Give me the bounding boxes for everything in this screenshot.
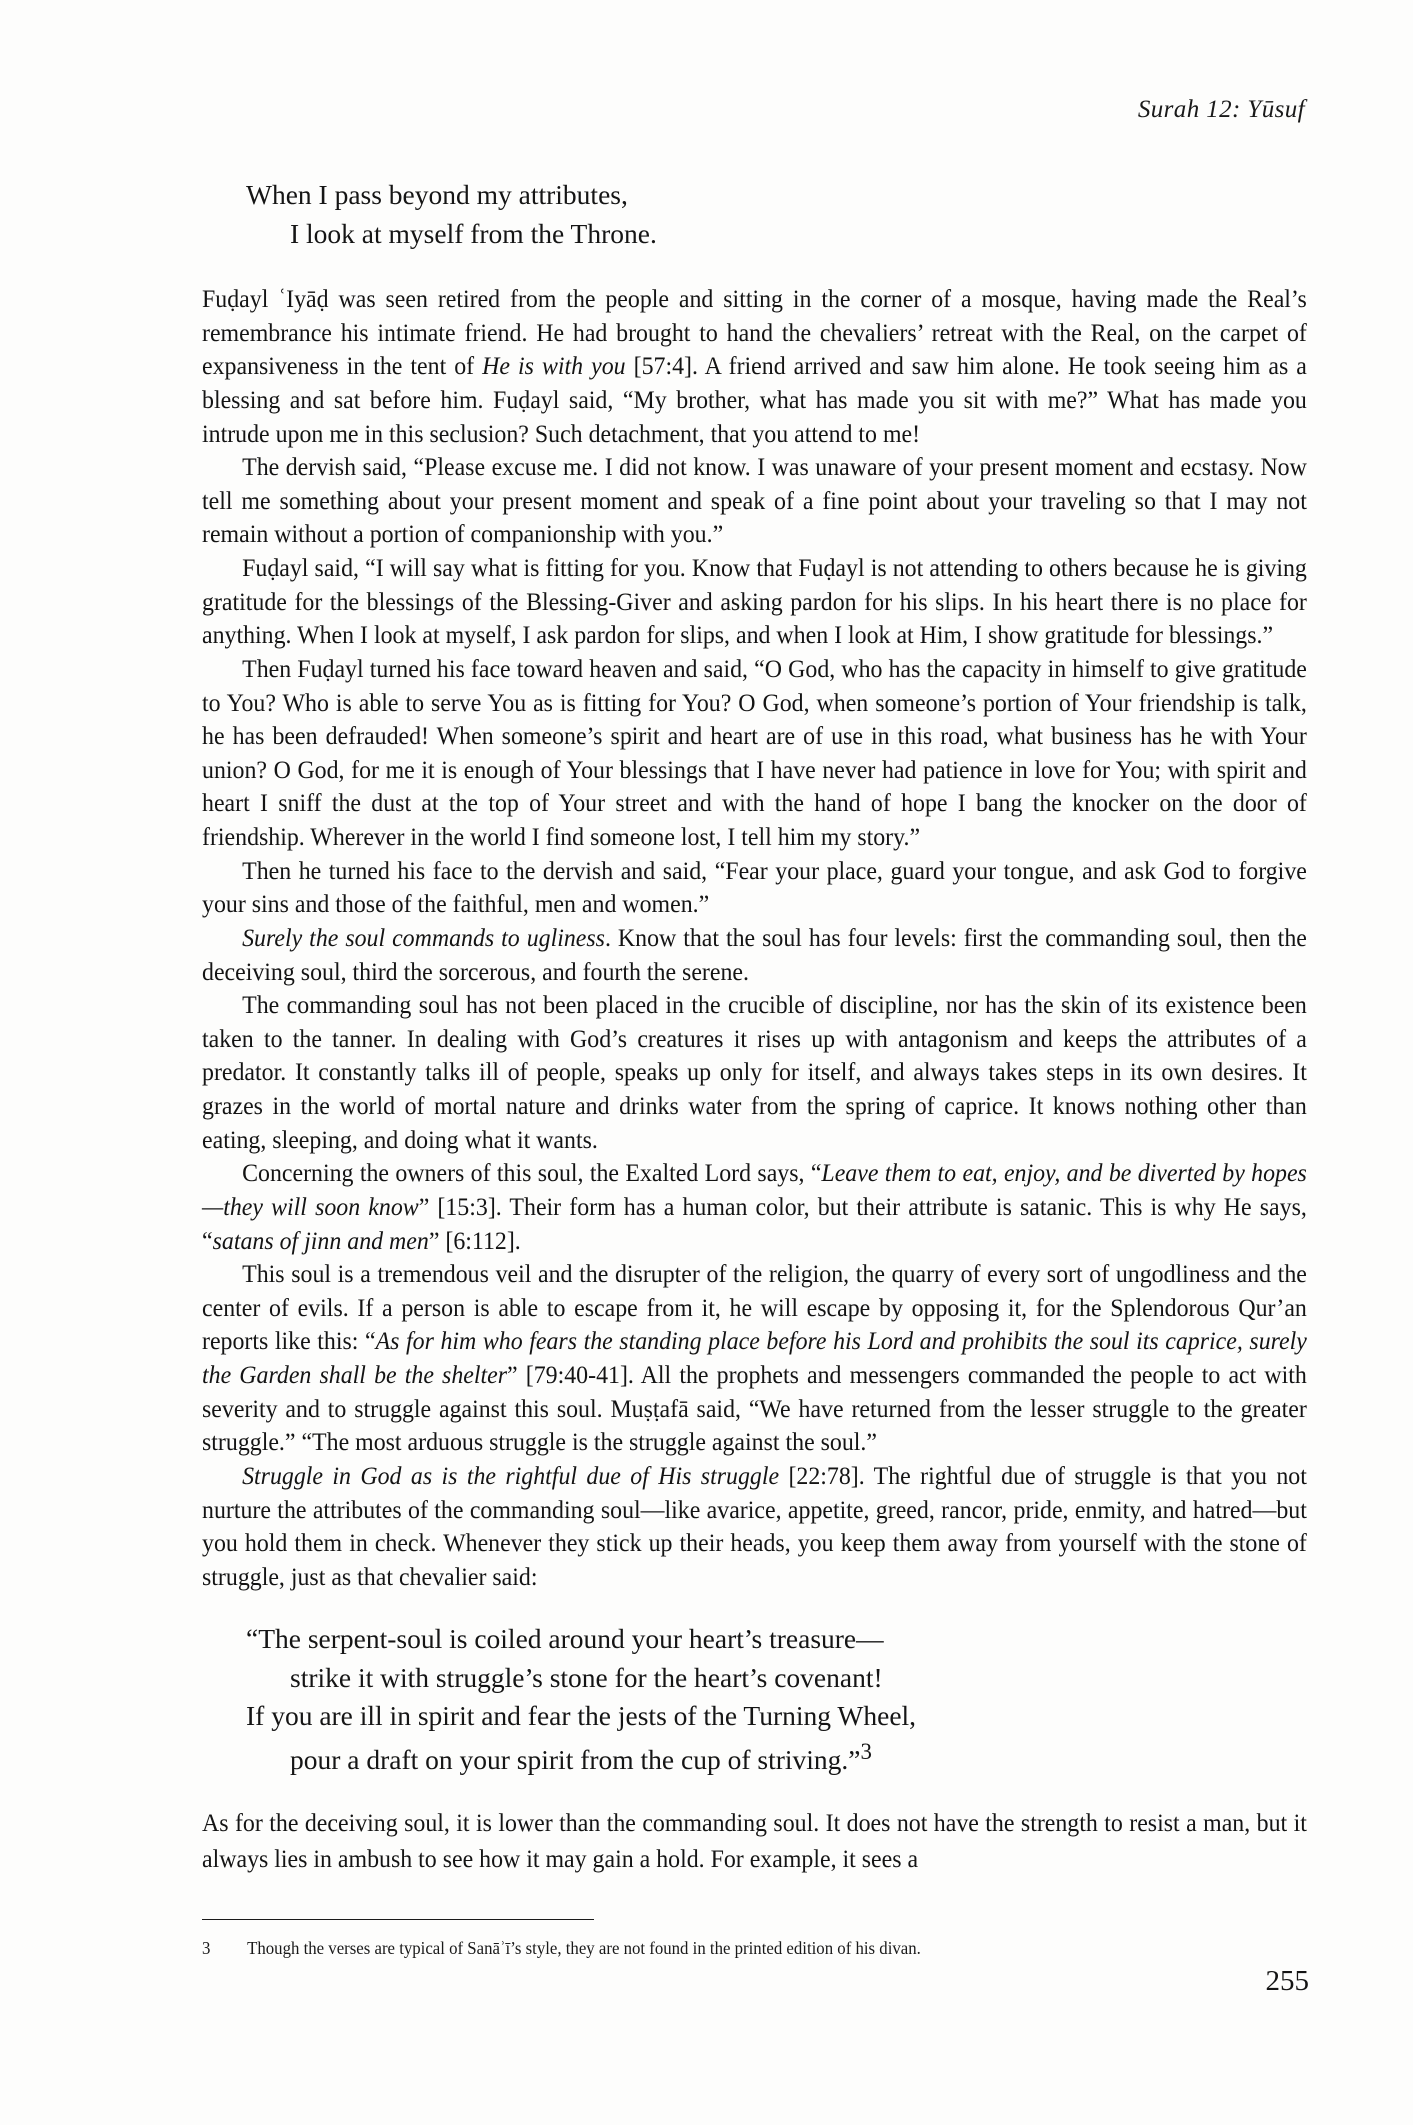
page-number: 255	[1265, 1965, 1309, 1997]
quoted-phrase: He is with you	[482, 353, 626, 381]
verse-block-top	[202, 176, 1307, 253]
text-run: This soul is a tremendous veil and the disrupter of the religion, the quarry of every sort of ungodliness and the center of evils. If a person is able to escape from it, he will escape by opposing it, for the Splendorous Qur’an reports like this: “	[202, 1261, 1307, 1356]
text-run: The dervish said, “Please excuse me. I did not know. I was unaware of your present moment and ecstasy. Now tell me something about your present moment and speak of a fine point about your traveling so that I may not remain without a portion of companionship with you.”	[202, 454, 1307, 549]
verse-line: strike it with struggle’s stone for the heart’s covenant!	[290, 1661, 883, 1693]
text-run: Concerning the owners of this soul, the Exalted Lord says, “	[242, 1160, 822, 1188]
page-content-column	[202, 96, 1307, 1959]
text-run: ” [15:3]. Their form has a human color, but their attribute is satanic. This is why He says, “	[202, 1193, 1307, 1255]
quoted-phrase: satans of jinn and men	[212, 1227, 429, 1255]
text-run: ” [79:40-41]. All the prophets and messengers commanded the people to act with severity and to struggle against this soul. Muṣṭafā said, “We have returned from the lesser struggle to the greater struggle.” “The most arduous struggle is the struggle against the soul.”	[202, 1362, 1307, 1457]
p-soul-commands	[202, 922, 1307, 989]
verse-line: If you are ill in spirit and fear the jests of the Turning Wheel,	[246, 1700, 917, 1732]
quoted-phrase: As for him who fears the standing place before his Lord and prohibits the soul its caprice, surely the Garden shall be the shelter	[202, 1328, 1307, 1389]
text-run: The commanding soul has not been placed in the crucible of discipline, nor has the skin of its existence been taken to the tanner. In dealing with God’s creatures it rises up with antagonism and keeps the attributes of a predator. It constantly talks ill of people, speaks up only for itself, and always takes steps in its own desires. It grazes in the world of mortal nature and drinks water from the spring of caprice. It knows nothing other than eating, sleeping, and doing what it wants.	[202, 992, 1307, 1154]
p-turned-toward-heaven	[202, 653, 1307, 855]
p-fudayl-said	[202, 552, 1307, 653]
text-run: Then Fuḍayl turned his face toward heaven and said, “O God, who has the capacity in himself to give gratitude to You? Who is able to serve You as is fitting for You? O God, when someone’s portion of Your friendship is talk, he has been defrauded! When someone’s spirit and heart are of use in this road, what business has he with Your union? O God, for me it is enough of Your blessings that I have never had patience in love for You; with spirit and heart I sniff the dust at the top of Your street and with the hand of hope I bang the knocker on the door of friendship. Wherever in the world I find someone lost, I tell him my story.”	[202, 655, 1307, 851]
p-dervish-said	[202, 451, 1307, 552]
text-run: Fuḍayl said, “I will say what is fitting for you. Know that Fuḍayl is not attending to others because he is giving gratitude for the blessings of the Blessing-Giver and asking pardon for his slips. In his heart there is no place for anything. When I look at myself, I ask pardon for slips, and when I look at Him, I show gratitude for blessings.”	[202, 555, 1307, 650]
footnote-number: 3	[202, 1937, 211, 1958]
running-header: Surah 12: Yūsuf	[1137, 96, 1305, 123]
text-run: [57:4]. A friend arrived and saw him alone. He took seeing him as a blessing and sat before him. Fuḍayl said, “My brother, what has made you sit with me?” What has made you intrude upon me in this seclusion? Such detachment, that you attend to me!	[202, 353, 1307, 448]
text-run: . Know that the soul has four levels: first the commanding soul, then the deceiving soul, third the sorcerous, and fourth the serene.	[202, 924, 1307, 986]
footnote-marker[interactable]: 3	[860, 1738, 872, 1764]
p-commanding-soul	[202, 989, 1307, 1157]
verse-line: When I pass beyond my attributes,	[246, 179, 628, 210]
closing-paragraph: As for the deceiving soul, it is lower than the commanding soul. It does not have the strength to resist a man, but it always lies in ambush to see how it may gain a hold. For example, it sees a	[202, 1809, 1307, 1874]
p-turned-to-dervish	[202, 855, 1307, 922]
body-text	[202, 283, 1307, 1594]
p-struggle-in-god	[202, 1460, 1307, 1595]
footnote-entry	[202, 1937, 1263, 1960]
verse-line: I look at myself from the Throne.	[290, 217, 657, 249]
text-run: [22:78]. The rightful due of struggle is that you not nurture the attributes of the commanding soul—like avarice, appetite, greed, rancor, pride, enmity, and hatred—but you hold them in check. Whenever they stick up their heads, you keep them away from yourself with the stone of struggle, just as that chevalier said:	[202, 1462, 1307, 1591]
quoted-phrase: Struggle in God as is the rightful due of His struggle	[242, 1462, 780, 1490]
footnote-separator-rule	[202, 1919, 594, 1920]
footnote-text: Though the verses are typical of Sanāʾī’s style, they are not found in the printed edition of his divan.	[247, 1937, 921, 1958]
quoted-phrase: Leave them to eat, enjoy, and be diverted by hopes—they will soon know	[202, 1160, 1307, 1221]
p-concerning-owners	[202, 1157, 1307, 1258]
text-run: Fuḍayl ʿIyāḍ was seen retired from the people and sitting in the corner of a mosque, having made the Real’s remembrance his intimate friend. He had brought to hand the chevaliers’ retreat with the Real, on the carpet of expansiveness in the tent of	[202, 286, 1307, 381]
verse-block-bottom	[202, 1620, 1307, 1779]
verse-line: “The serpent-soul is coiled around your heart’s treasure—	[246, 1623, 884, 1655]
p-fudayl-iyad	[202, 283, 1307, 451]
quoted-phrase: Surely the soul commands to ugliness	[242, 924, 605, 952]
verse-line-with-footnote	[202, 1736, 1307, 1780]
text-run: ” [6:112].	[428, 1227, 521, 1255]
verse-line-text: pour a draft on your spirit from the cup of striving.”	[290, 1744, 861, 1776]
text-run: Then he turned his face to the dervish and said, “Fear your place, guard your tongue, and ask God to forgive your sins and those of the faithful, men and women.”	[202, 857, 1307, 919]
p-tremendous-veil	[202, 1258, 1307, 1460]
